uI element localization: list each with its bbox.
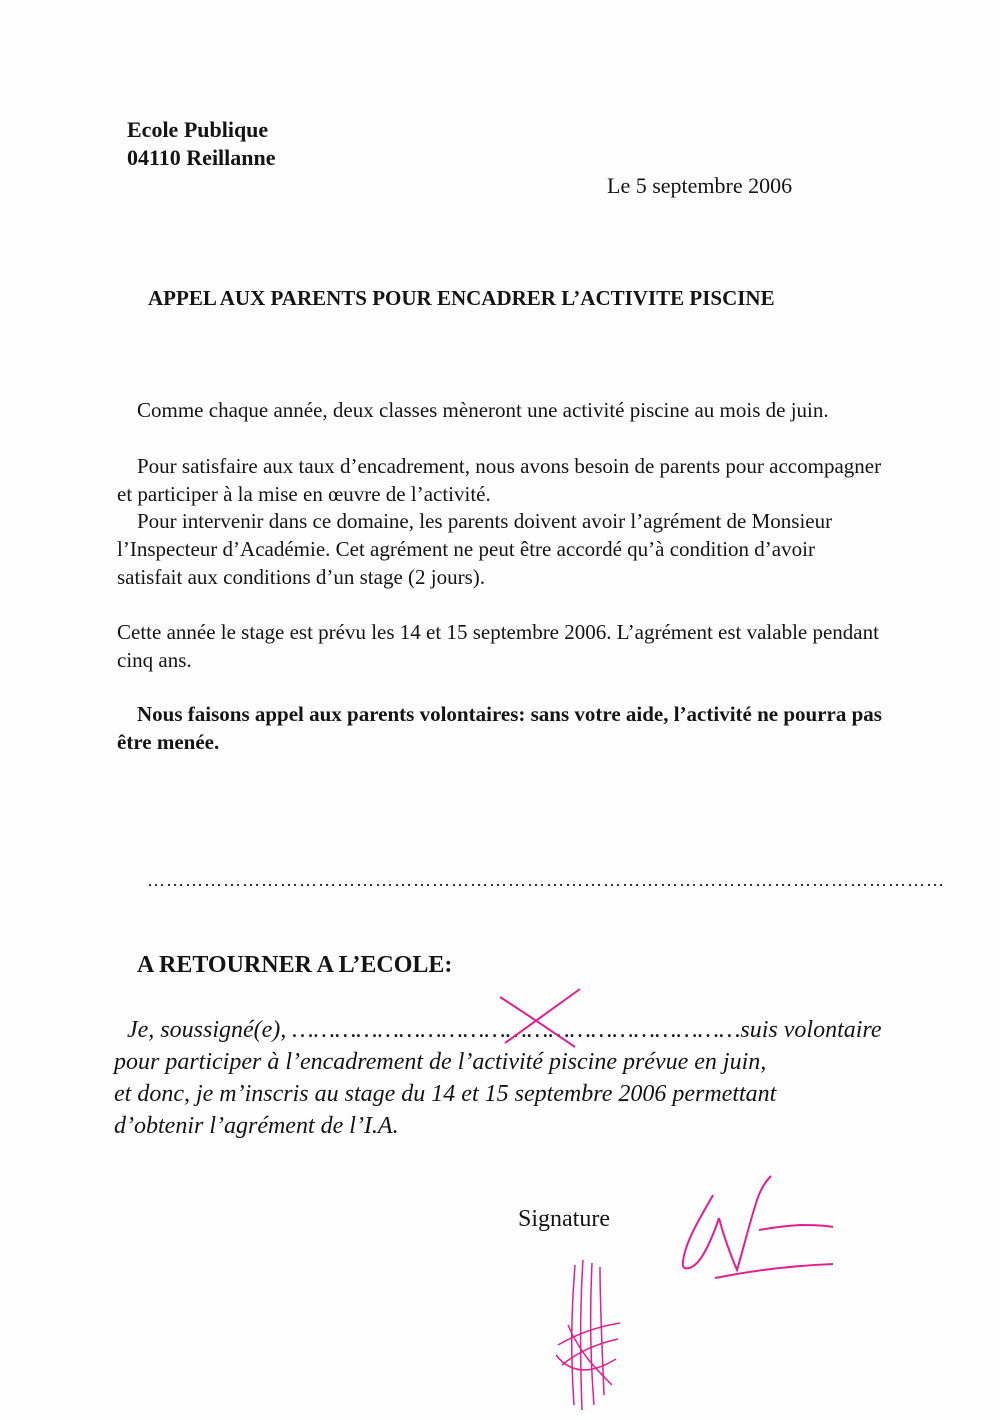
paragraph-2: Pour satisfaire aux taux d’encadrement, nous avons besoin de parents pour accompagner et participer à la mise en œuvre de l’activité. — [117, 454, 882, 506]
return-heading: A RETOURNER A L’ECOLE: — [137, 952, 453, 978]
paragraph-4: Cette année le stage est prévu les 14 et 15 septembre 2006. L’agrément est valable pendant cinq ans. — [117, 620, 879, 672]
school-name: Ecole Publique — [127, 117, 269, 142]
scribble-signature-icon — [550, 1255, 630, 1415]
handwritten-signature-icon — [675, 1170, 840, 1285]
appeal-paragraph: Nous faisons appel aux parents volontaires: sans votre aide, l’activité ne pourra pas être menée. — [117, 702, 882, 754]
signature-label: Signature — [518, 1206, 610, 1232]
form-line-2: pour participer à l’encadrement de l’activité piscine prévue en juin, — [114, 1049, 767, 1075]
name-fill-dots[interactable]: ……………………………………………………… — [292, 1017, 741, 1043]
form-line-1-end: suis volontaire — [740, 1017, 882, 1043]
document-title: APPEL AUX PARENTS POUR ENCADRER L’ACTIVITE PISCINE — [148, 286, 775, 310]
form-line-4: d’obtenir l’agrément de l’I.A. — [114, 1113, 399, 1139]
form-line-1-start: Je, soussigné(e), — [127, 1017, 293, 1043]
paragraph-1: Comme chaque année, deux classes mèneront une activité piscine au mois de juin. — [137, 398, 829, 422]
cut-line: ……………………………………………………………………………………………………………… — [147, 870, 945, 890]
school-address: 04110 Reillanne — [127, 145, 276, 170]
cross-mark-icon — [495, 985, 585, 1055]
paragraph-3: Pour intervenir dans ce domaine, les parents doivent avoir l’agrément de Monsieur l’Inspecteur d’Académie. Cet agrément ne peut être accordé qu’à condition d’avoir satisfait aux conditions d’un stage (2 jours). — [117, 509, 833, 589]
document-date: Le 5 septembre 2006 — [607, 173, 793, 198]
form-line-3: et donc, je m’inscris au stage du 14 et 15 septembre 2006 permettant — [114, 1081, 777, 1107]
